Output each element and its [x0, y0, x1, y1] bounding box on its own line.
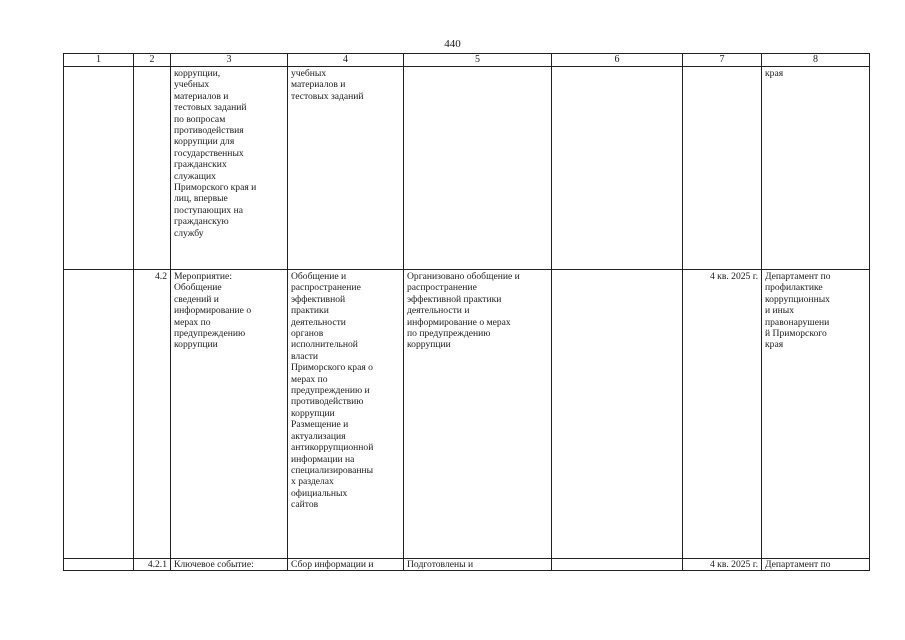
plan-table: [63, 53, 870, 571]
table-cell: [64, 559, 134, 571]
table-cell: Подготовлены и: [404, 559, 552, 571]
table-cell: 4.2.1: [134, 559, 171, 571]
table-cell: учебных материалов и тестовых заданий: [288, 67, 404, 270]
column-number: 3: [171, 54, 288, 67]
table-cell: [552, 270, 683, 559]
column-number: 7: [683, 54, 762, 67]
table-cell: Сбор информации и: [288, 559, 404, 571]
column-number: 5: [404, 54, 552, 67]
page-number: 440: [444, 38, 461, 50]
table-cell: Департамент по профилактике коррупционных и иных правонарушени й Приморского края: [762, 270, 870, 559]
column-number: 1: [64, 54, 134, 67]
table-cell: [404, 67, 552, 270]
table-row: [64, 67, 870, 270]
table-cell: Организовано обобщение и распространение эффективной практики деятельности и информирование о мерах по предупреждению коррупции: [404, 270, 552, 559]
table-cell: края: [762, 67, 870, 270]
table-cell: [552, 67, 683, 270]
column-number: 2: [134, 54, 171, 67]
column-number: 6: [552, 54, 683, 67]
table-cell: 4 кв. 2025 г.: [683, 559, 762, 571]
table-row: [64, 559, 870, 571]
table-cell: 4 кв. 2025 г.: [683, 270, 762, 559]
table-cell: [134, 67, 171, 270]
table-cell: Мероприятие: Обобщение сведений и информирование о мерах по предупреждению коррупции: [171, 270, 288, 559]
table-row: [64, 270, 870, 559]
table-cell: Обобщение и распространение эффективной практики деятельности органов исполнительной власти Приморского края о мерах по предупреждению и противодействию коррупции Размещение и актуализация антикоррупционной информации на специализированны х разделах официальных сайтов: [288, 270, 404, 559]
table-cell: Ключевое событие:: [171, 559, 288, 571]
table-cell: [64, 67, 134, 270]
table-cell: коррупции, учебных материалов и тестовых заданий по вопросам противодействия коррупции для государственных гражданских служащих Приморского края и лиц, впервые поступающих на гражданскую службу: [171, 67, 288, 270]
column-number-row: [64, 54, 870, 67]
table-cell: [64, 270, 134, 559]
table-cell: [552, 559, 683, 571]
column-number: 4: [288, 54, 404, 67]
column-number: 8: [762, 54, 870, 67]
table-cell: [683, 67, 762, 270]
table-cell: Департамент по: [762, 559, 870, 571]
table-cell: 4.2: [134, 270, 171, 559]
